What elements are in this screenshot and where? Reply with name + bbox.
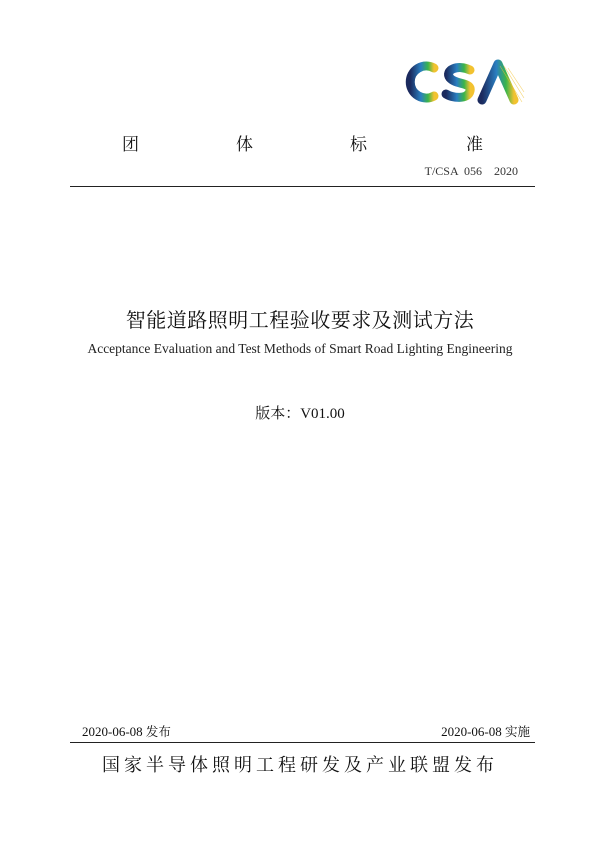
publisher: 国家半导体照明工程研发及产业联盟发布 [102,755,498,776]
title-english: Acceptance Evaluation and Test Methods of Smart Road Lighting Engineering [87,341,513,356]
implement-date-line [441,722,530,740]
version-value: V01.00 [300,406,345,422]
publish-date-line [82,722,171,740]
category-char-4: 准 [466,135,483,155]
category-char-3: 标 [350,135,367,155]
footer-divider [70,742,535,743]
header-divider [70,186,535,187]
implement-label: 实施 [504,724,530,739]
version-label: 版本： [255,404,301,422]
version-line [0,402,600,423]
title-chinese: 智能道路照明工程验收要求及测试方法 [125,308,475,332]
csa-logo-graphic [400,58,525,106]
publish-date: 2020-06-08 [82,724,143,739]
csa-logo [400,58,525,106]
standard-number: T/CSA 056 2020 [424,164,518,178]
category-char-2: 体 [236,135,253,155]
publish-label: 发布 [145,724,171,739]
implement-date: 2020-06-08 [441,724,502,739]
category-char-1: 团 [122,135,139,155]
